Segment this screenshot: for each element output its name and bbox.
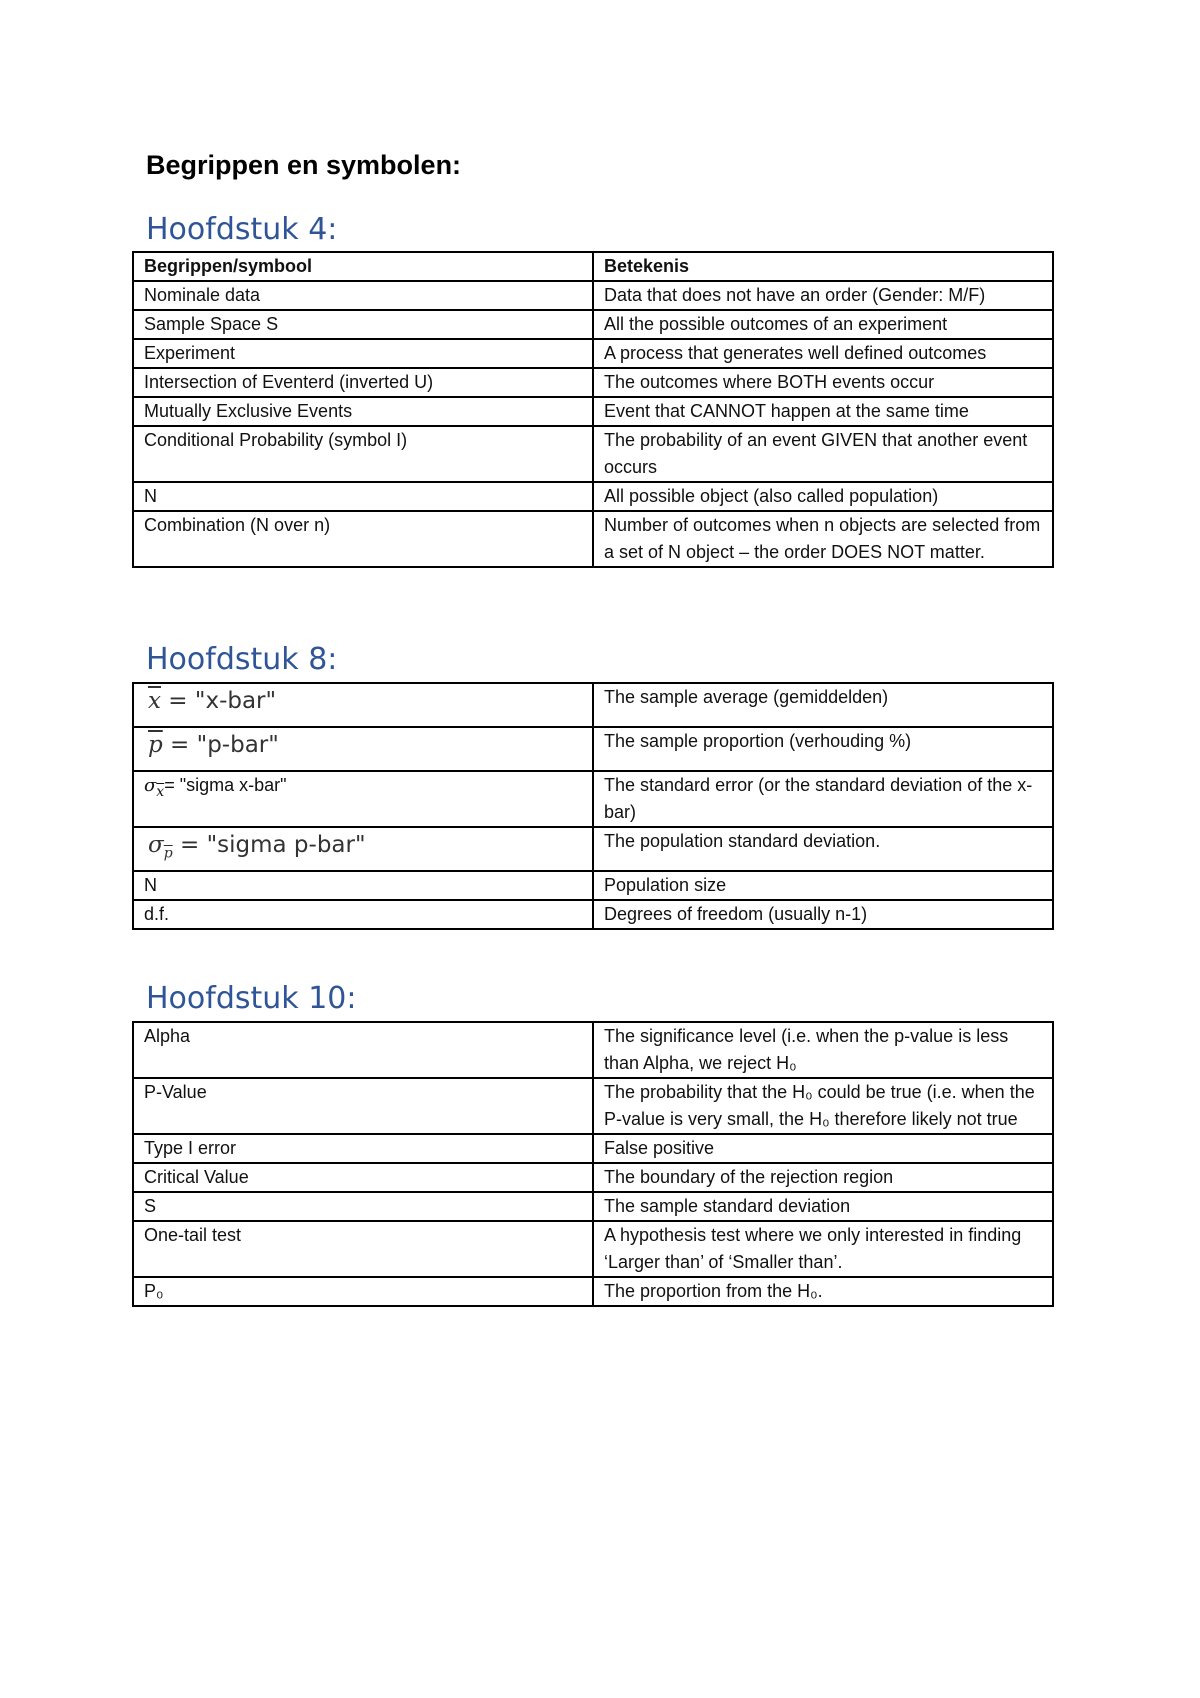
meaning-cell: The sample proportion (verhouding %) (593, 727, 1053, 771)
meaning-cell: All the possible outcomes of an experiment (593, 310, 1053, 339)
term-cell (133, 771, 593, 827)
term-cell: Intersection of Eventerd (inverted U) (133, 368, 593, 397)
meaning-cell: The sample average (gemiddelden) (593, 683, 1053, 727)
term-cell: Type I error (133, 1134, 593, 1163)
table-row (133, 683, 1053, 727)
glossary-table-chapter-8 (132, 682, 1054, 930)
term-cell: d.f. (133, 900, 593, 929)
p-bar-subscript: p (163, 845, 173, 862)
table-header-row (133, 252, 1053, 281)
table-row (133, 1134, 1053, 1163)
term-cell (133, 683, 593, 727)
table-row (133, 482, 1053, 511)
meaning-cell: The proportion from the H₀. (593, 1277, 1053, 1306)
header-meaning: Betekenis (593, 252, 1053, 281)
sigma-symbol: σ (148, 832, 164, 858)
x-bar-symbol: $\overline{x}$ (148, 688, 161, 714)
term-cell: S (133, 1192, 593, 1221)
table-row (133, 511, 1053, 567)
meaning-cell: Number of outcomes when n objects are selected from a set of N object – the order DOES NOT matter. (593, 511, 1053, 567)
table-row (133, 281, 1053, 310)
table-row (133, 397, 1053, 426)
meaning-cell: A process that generates well defined outcomes (593, 339, 1053, 368)
meaning-cell: A hypothesis test where we only interested in finding ‘Larger than’ of ‘Smaller than’. (593, 1221, 1053, 1277)
chapter-heading-8: Hoofdstuk 8: (146, 642, 338, 677)
term-cell (133, 727, 593, 771)
meaning-cell: Event that CANNOT happen at the same time (593, 397, 1053, 426)
term-cell: P₀ (133, 1277, 593, 1306)
meaning-cell: The population standard deviation. (593, 827, 1053, 871)
term-cell: N (133, 482, 593, 511)
table-row (133, 1192, 1053, 1221)
glossary-table-chapter-10 (132, 1021, 1054, 1307)
meaning-cell: The probability of an event GIVEN that another event occurs (593, 426, 1053, 482)
meaning-cell: Degrees of freedom (usually n-1) (593, 900, 1053, 929)
term-cell: One-tail test (133, 1221, 593, 1277)
table-row (133, 310, 1053, 339)
p-bar-symbol: $\overline{p}$ (148, 732, 163, 758)
meaning-cell: All possible object (also called population) (593, 482, 1053, 511)
table-row (133, 771, 1053, 827)
table-row (133, 827, 1053, 871)
table-row (133, 339, 1053, 368)
meaning-cell: The probability that the H₀ could be true (i.e. when the P-value is very small, the H₀ therefore likely not true (593, 1078, 1053, 1134)
chapter-heading-4: Hoofdstuk 4: (146, 212, 338, 247)
table-row (133, 368, 1053, 397)
term-cell: Critical Value (133, 1163, 593, 1192)
term-cell: Conditional Probability (symbol I) (133, 426, 593, 482)
sigma-symbol: σ (144, 775, 157, 796)
meaning-cell: The sample standard deviation (593, 1192, 1053, 1221)
term-label: = "sigma x-bar" (164, 775, 287, 795)
meaning-cell: The boundary of the rejection region (593, 1163, 1053, 1192)
table-row (133, 900, 1053, 929)
term-cell: Combination (N over n) (133, 511, 593, 567)
table-row (133, 727, 1053, 771)
chapter-heading-10: Hoofdstuk 10: (146, 981, 357, 1016)
meaning-cell: Data that does not have an order (Gender: M/F) (593, 281, 1053, 310)
table-row (133, 1022, 1053, 1078)
document-title: Begrippen en symbolen: (146, 150, 462, 180)
table-row (133, 1163, 1053, 1192)
table-row (133, 1221, 1053, 1277)
term-label: = "x-bar" (160, 688, 277, 714)
term-label: = "sigma p-bar" (172, 832, 366, 858)
meaning-cell: The significance level (i.e. when the p-value is less than Alpha, we reject H₀ (593, 1022, 1053, 1078)
glossary-table-chapter-4 (132, 251, 1054, 568)
meaning-cell: Population size (593, 871, 1053, 900)
meaning-cell: False positive (593, 1134, 1053, 1163)
header-term: Begrippen/symbool (133, 252, 593, 281)
table-row (133, 426, 1053, 482)
table-row (133, 871, 1053, 900)
term-cell: Nominale data (133, 281, 593, 310)
table-row (133, 1277, 1053, 1306)
meaning-cell: The standard error (or the standard deviation of the x-bar) (593, 771, 1053, 827)
term-cell: P-Value (133, 1078, 593, 1134)
x-bar-subscript: x (156, 783, 165, 800)
term-cell: N (133, 871, 593, 900)
term-cell: Sample Space S (133, 310, 593, 339)
term-cell (133, 827, 593, 871)
term-label: = "p-bar" (162, 732, 279, 758)
table-row (133, 1078, 1053, 1134)
term-cell: Mutually Exclusive Events (133, 397, 593, 426)
meaning-cell: The outcomes where BOTH events occur (593, 368, 1053, 397)
term-cell: Experiment (133, 339, 593, 368)
term-cell: Alpha (133, 1022, 593, 1078)
